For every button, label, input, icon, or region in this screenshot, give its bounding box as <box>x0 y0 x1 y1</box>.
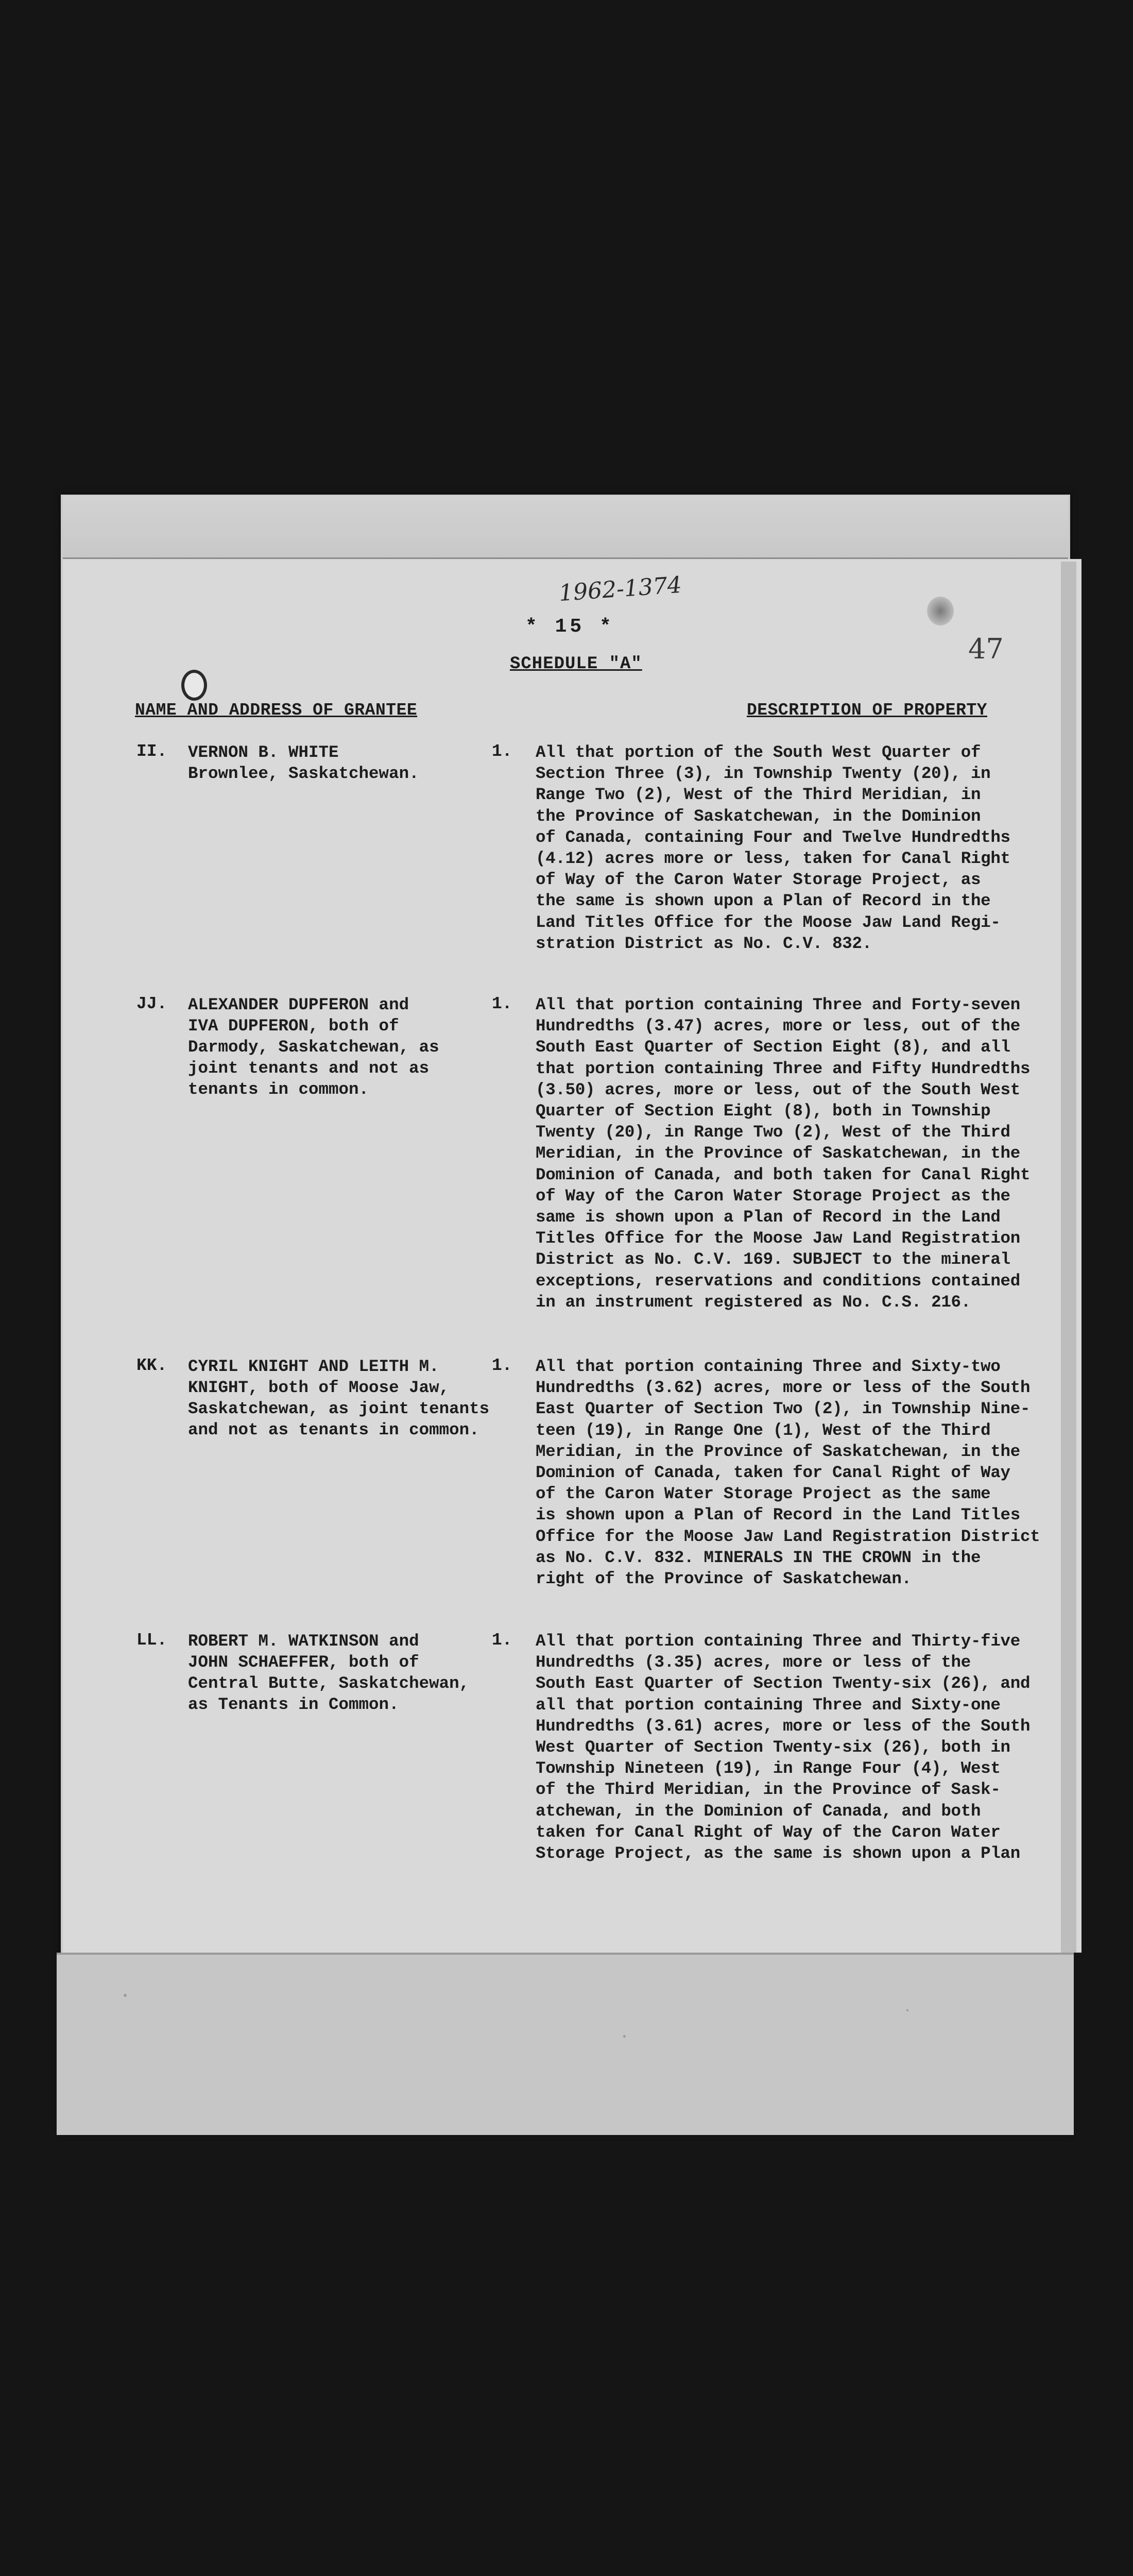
paper-speck <box>623 2035 626 2038</box>
entry-code: KK. <box>136 1356 167 1375</box>
schedule-title: SCHEDULE "A" <box>510 654 642 674</box>
ink-smudge <box>927 597 954 625</box>
punch-hole-mark <box>181 670 207 701</box>
entry-code: JJ. <box>136 994 167 1013</box>
backing-sheet-bottom <box>57 1953 1074 2135</box>
grantee-name-address: ALEXANDER DUPFERON and IVA DUPFERON, both of Darmody, Saskatchewan, as joint tenants and not as tenants in common. <box>188 995 439 1099</box>
parcel-number: 1. <box>492 1631 512 1650</box>
parcel-number: 1. <box>492 1356 512 1375</box>
property-description: All that portion of the South West Quarter of Section Three (3), in Township Twenty (20), in Range Two (2), West of the Third Meridian, in the Province of Saskatchewan, in the Dominion of Canada, containing Four and Twelve Hundredths (4.12) acres more or less, taken for Canal Right of Way of the Caron Water Storage Project, as the same is shown upon a Plan of Record in the Land Titles Office for the Moose Jaw Land Regi- stration District as No. C.V. 832. <box>536 743 1010 953</box>
entry-code: II. <box>136 742 167 761</box>
column-header-grantee: NAME AND ADDRESS OF GRANTEE <box>135 701 418 720</box>
parcel-number: 1. <box>492 742 512 761</box>
grantee-name-address: ROBERT M. WATKINSON and JOHN SCHAEFFER, both of Central Butte, Saskatchewan, as Tenants in Common. <box>188 1632 470 1714</box>
property-description: All that portion containing Three and Forty-seven Hundredths (3.47) acres, more or less, out of the South East Quarter of Section Eight (8), and all that portion containing Three and Fifty Hundredths (3.50) acres, more or less, out of the South West Quarter of Section Eight (8), both in Township Twenty (20), in Range Two (2), West of the Third Meridian, in the Province of Saskatchewan, in the Dominion of Canada, and both taken for Canal Right of Way of the Caron Water Storage Project as the same is shown upon a Plan of Record in the Land Titles Office for the Moose Jaw Land Registration District as No. C.V. 169. SUBJECT to the mineral exceptions, reservations and conditions contained in an instrument registered as No. C.S. 216. <box>536 995 1031 1312</box>
grantee-name-address: VERNON B. WHITE Brownlee, Saskatchewan. <box>188 743 419 783</box>
entry-code: LL. <box>136 1631 167 1650</box>
page-number-center: * 15 * <box>525 616 614 638</box>
handwritten-reference: 1962-1374 <box>558 571 683 607</box>
backing-sheet-top <box>63 496 1068 559</box>
column-header-description: DESCRIPTION OF PROPERTY <box>747 701 987 720</box>
paper-speck <box>906 2009 908 2011</box>
grantee-name-address: CYRIL KNIGHT AND LEITH M. KNIGHT, both of Moose Jaw, Saskatchewan, as joint tenants and not as tenants in common. <box>188 1357 490 1439</box>
paper-speck <box>124 1994 127 1997</box>
page-number-right: 47 <box>968 633 1004 665</box>
property-description: All that portion containing Three and Thirty-five Hundredths (3.35) acres, more or less of the South East Quarter of Section Twenty-six (26), and all that portion containing Three and Sixty-one Hundredths (3.61) acres, more or less of the South West Quarter of Section Twenty-six (26), both in Township Nineteen (19), in Range Four (4), West of the Third Meridian, in the Province of Sask- atchewan, in the Dominion of Canada, and both taken for Canal Right of Way of the Caron Water Storage Project, as the same is shown upon a Plan <box>536 1632 1031 1863</box>
property-description: All that portion containing Three and Sixty-two Hundredths (3.62) acres, more or less of the South East Quarter of Section Two (2), in Township Nine- teen (19), in Range One (1), West of the Third Meridian, in the Province of Saskatchewan, in the Dominion of Canada, taken for Canal Right of Way of the Caron Water Storage Project as the same is shown upon a Plan of Record in the Land Titles Office for the Moose Jaw Land Registration District as No. C.V. 832. MINERALS IN THE CROWN in the right of the Province of Saskatchewan. <box>536 1357 1040 1589</box>
parcel-number: 1. <box>492 994 512 1013</box>
